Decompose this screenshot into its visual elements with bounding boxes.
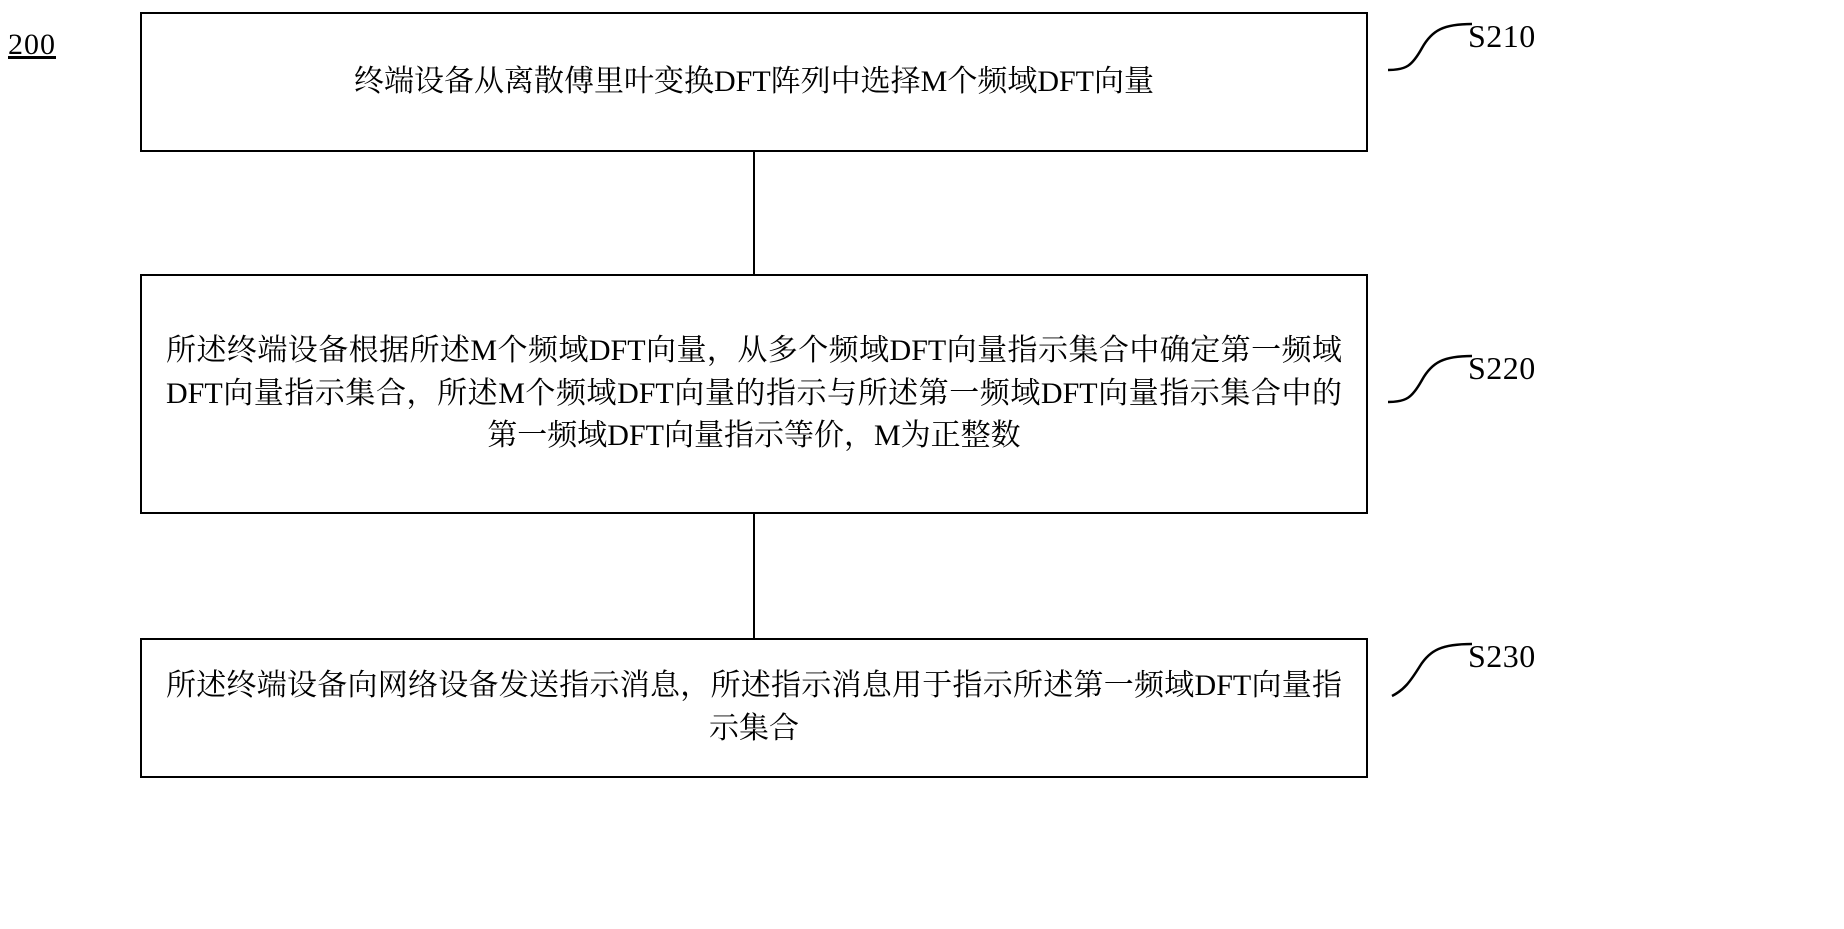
leader-line-s210-icon (1386, 18, 1476, 78)
flow-step-text-s230: 所述终端设备向网络设备发送指示消息，所述指示消息用于指示所述第一频域DFT向量指示集合 (166, 669, 1342, 745)
figure-number-label: 200 (8, 28, 56, 61)
step-tag-s220: S220 (1468, 350, 1536, 386)
flow-step-box-s210 (140, 12, 1368, 152)
flow-step-text-s210: 终端设备从离散傅里叶变换DFT阵列中选择M个频域DFT向量 (353, 64, 1155, 98)
leader-line-s230-icon (1386, 638, 1476, 698)
step-tag-s230: S230 (1468, 638, 1536, 674)
flow-step-text-s220: 所述终端设备根据所述M个频域DFT向量，从多个频域DFT向量指示集合中确定第一频域DFT向量指示集合，所述M个频域DFT向量的指示与所述第一频域DFT向量指示集合中的第一频域DFT向量指示等价，M为正整数 (166, 334, 1342, 453)
connector-s220-to-s230 (753, 514, 755, 638)
leader-line-s220-icon (1386, 350, 1476, 410)
step-tag-s210: S210 (1468, 18, 1536, 54)
flow-step-box-s230 (140, 638, 1368, 778)
flow-step-box-s220 (140, 274, 1368, 514)
connector-s210-to-s220 (753, 152, 755, 274)
